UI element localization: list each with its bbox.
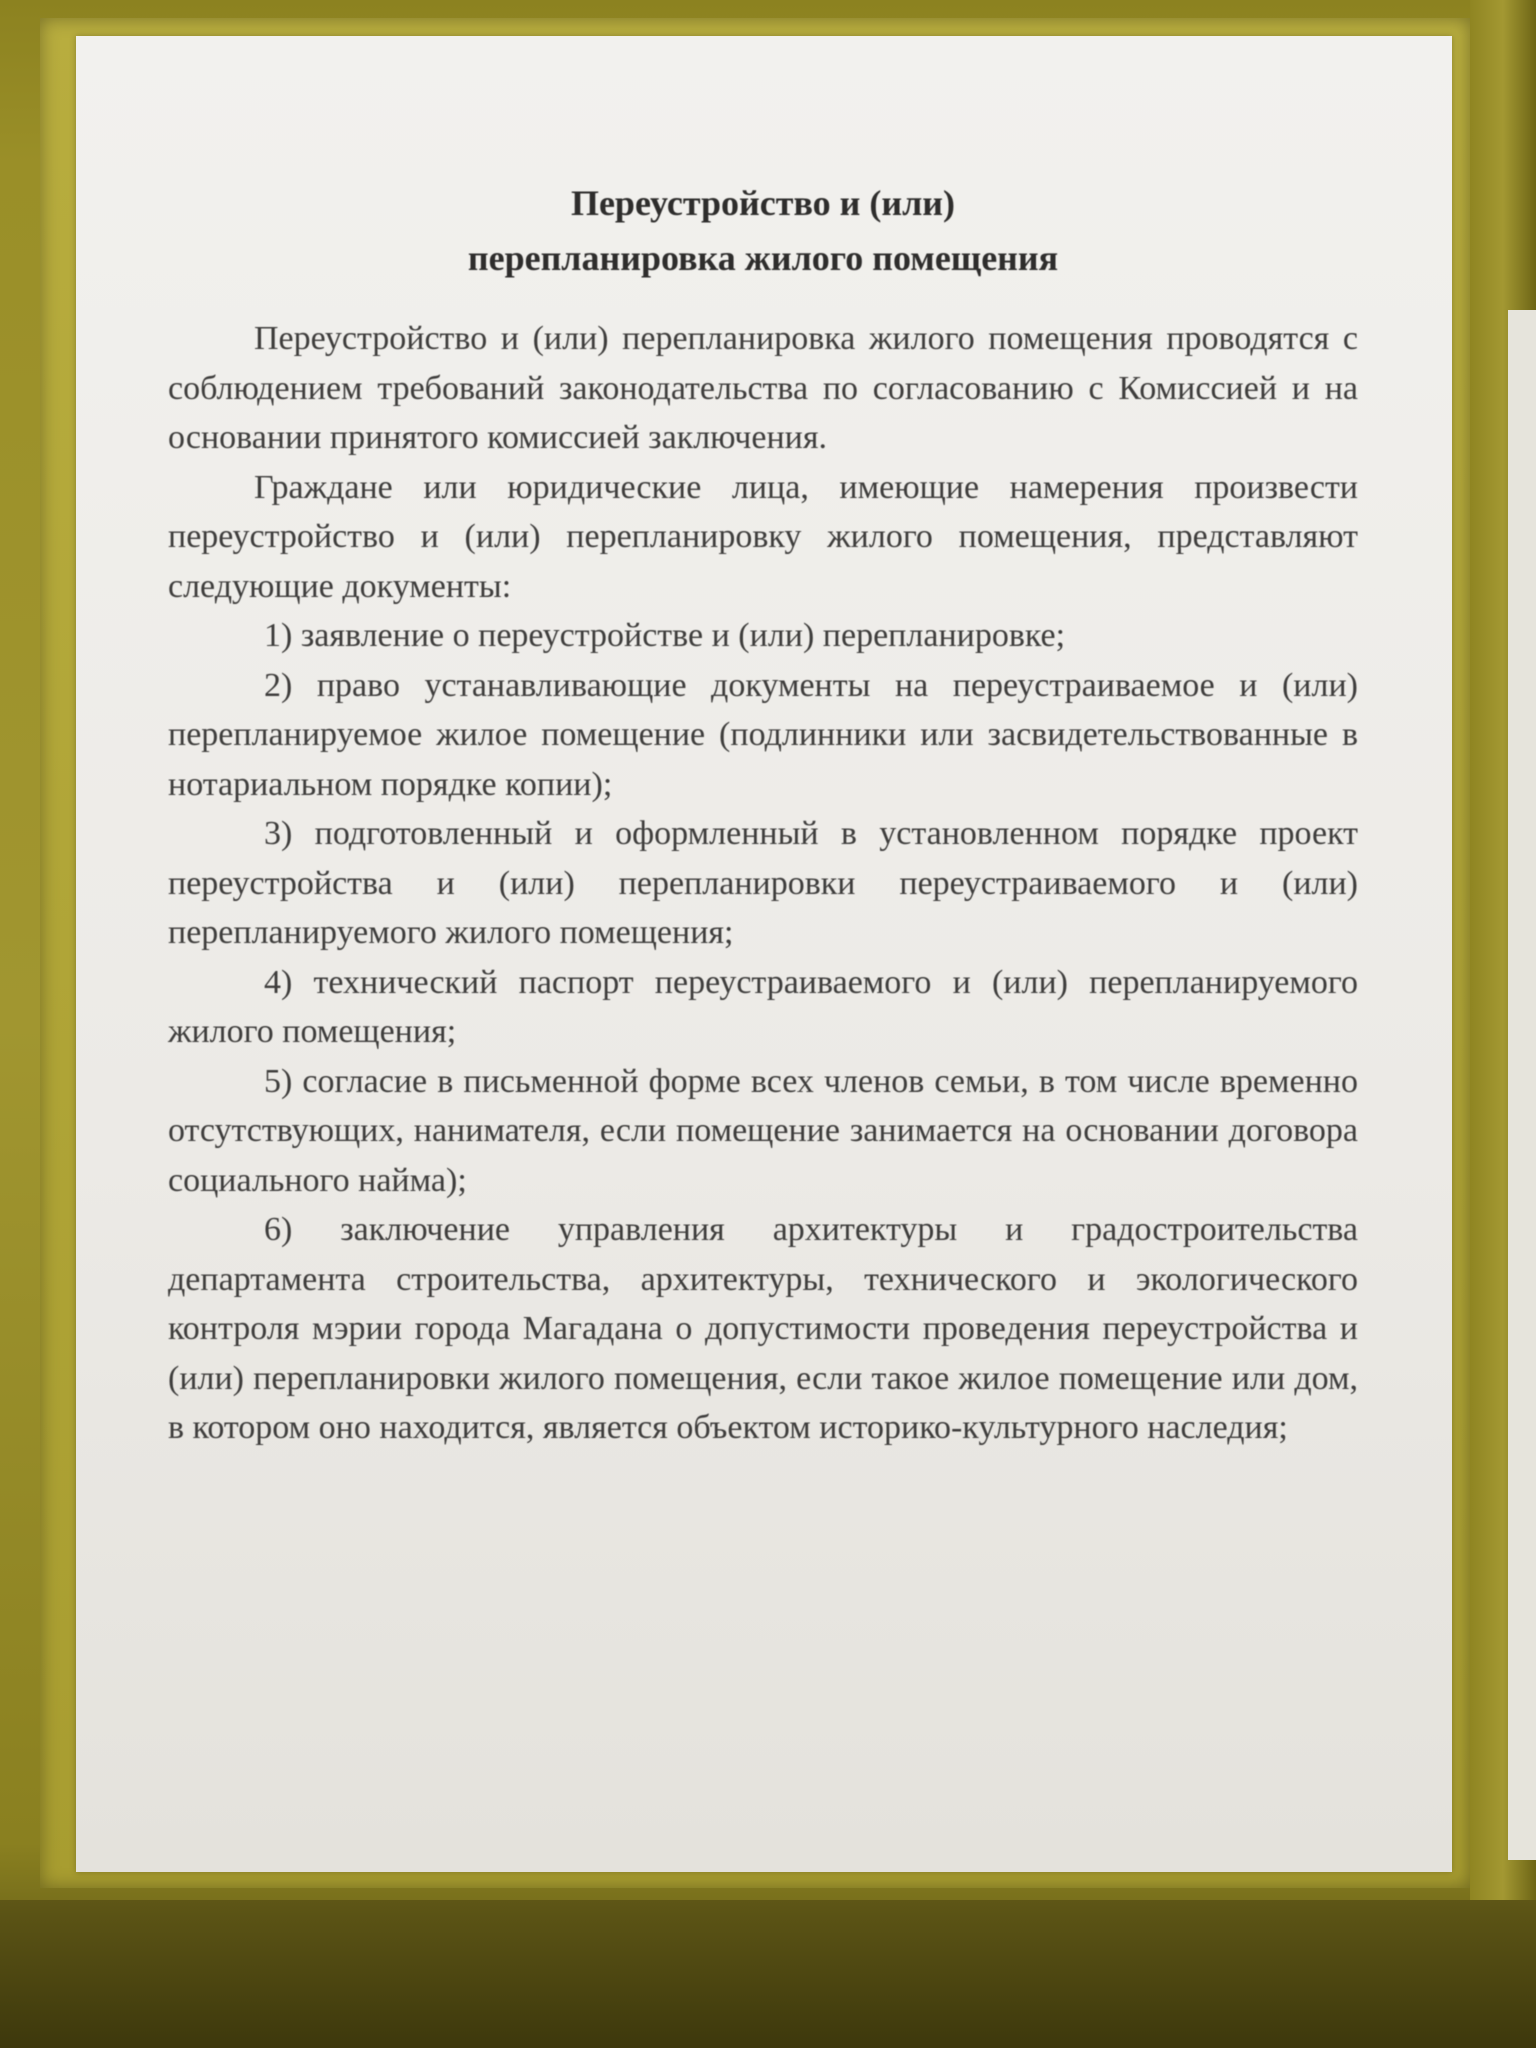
list-item: 1) заявление о переустройстве и (или) перепланировке; xyxy=(264,617,1066,654)
paragraph-documents: Граждане или юридические лица, имеющие намерения произвести переустройство и (или) перепланировку жилого помещения, представляют следующие документы: xyxy=(168,468,1358,605)
title-line-2: перепланировка жилого помещения xyxy=(467,238,1059,278)
adjacent-paper-edge xyxy=(1508,310,1536,1860)
title-line-1: Переустройство и (или) xyxy=(570,183,956,223)
document-content xyxy=(168,176,1358,1453)
list-item: 4) технический паспорт переустраиваемого и (или) перепланируемого жилого помещения; xyxy=(168,963,1358,1050)
list-item: 6) заключение управления архитектуры и градостроительства департамента строительства, архитектуры, технического и экологического контроля мэрии города Магадана о допустимости проведения переустройства и (или) перепланировки жилого помещения, если такое жилое помещение или дом, в котором оно находится, является объектом историко-культурного наследия; xyxy=(168,1211,1358,1446)
list-item: 3) подготовленный и оформленный в установленном порядке проект переустройства и (или) перепланировки переустраиваемого и (или) перепланируемого жилого помещения; xyxy=(168,815,1358,951)
board-bottom-edge xyxy=(0,1900,1536,2048)
paragraph-intro: Переустройство и (или) перепланировка жилого помещения проводятся с соблюдением требований законодательства по согласованию с Комиссией и на основании принятого комиссией заключения. xyxy=(168,320,1358,456)
list-item: 2) право устанавливающие документы на переустраиваемое и (или) перепланируемое жилое помещение (подлинники или засвидетельствованные в нотариальном порядке копии); xyxy=(168,666,1358,803)
list-item: 5) согласие в письменной форме всех членов семьи, в том числе временно отсутствующих, нанимателя, если помещение занимается на основании договора социального найма); xyxy=(168,1062,1358,1199)
document-title xyxy=(168,176,1358,286)
